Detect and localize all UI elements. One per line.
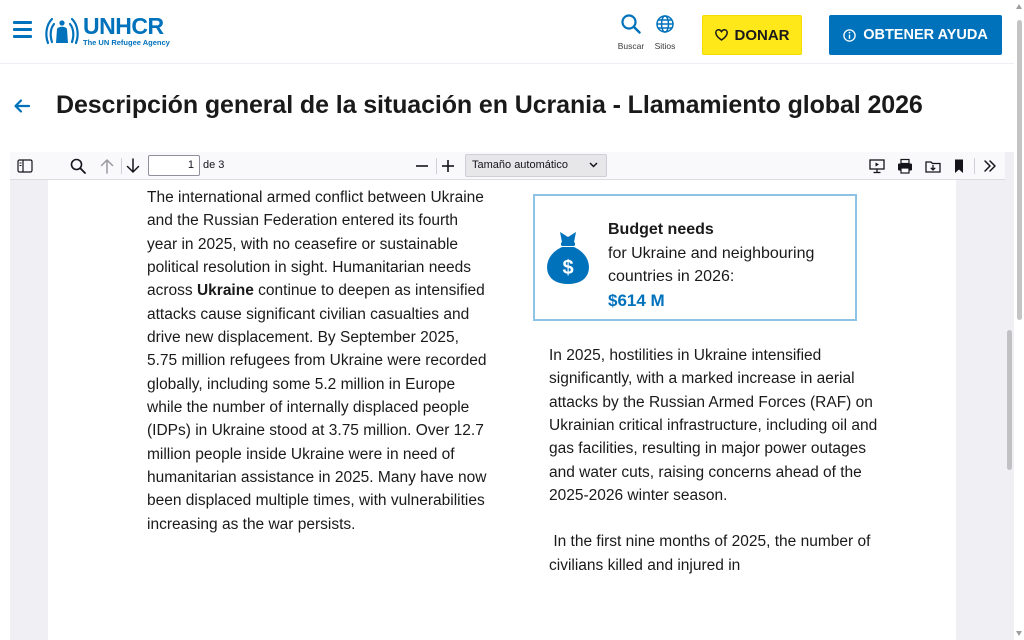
- sites-button[interactable]: [645, 14, 685, 51]
- left-text-bold: Ukraine: [196, 282, 254, 300]
- sites-label: Sitios: [654, 41, 676, 51]
- back-arrow-icon[interactable]: [13, 97, 31, 115]
- get-help-label: OBTENER AYUDA: [863, 27, 988, 43]
- search-label: Buscar: [617, 41, 645, 51]
- page-title: Descripción general de la situación en Ucrania - Llamamiento global 2026: [56, 91, 923, 119]
- right-paragraph-2: In the first nine months of 2025, the number of civilians killed and injured in: [549, 533, 875, 574]
- page-scrollbar[interactable]: [1014, 0, 1024, 640]
- site-header: [0, 0, 1024, 64]
- budget-heading: Budget needs: [608, 221, 714, 238]
- previous-page-icon[interactable]: [98, 157, 116, 175]
- right-paragraph-1: In 2025, hostilities in Ukraine intensified significantly, with a marked increase in aerial attacks by the Russian Armed Forces (RAF) on Ukrainian critical infrastructure, including oil and gas facilities, resulting in major power outages and water cuts, raising concerns ahead of the 2025-2026 winter season.: [549, 347, 878, 505]
- chevron-down-icon: [589, 162, 598, 168]
- search-icon: [621, 14, 641, 34]
- logo-subtitle: The UN Refugee Agency: [83, 38, 170, 48]
- unhcr-logo[interactable]: [44, 14, 170, 48]
- pdf-viewer: [10, 152, 1005, 640]
- save-icon[interactable]: [924, 157, 942, 175]
- pdf-page: [48, 180, 956, 640]
- tools-menu-icon[interactable]: [981, 157, 999, 175]
- scroll-up-icon[interactable]: [1016, 4, 1022, 9]
- zoom-select-value: Tamaño automático: [472, 159, 568, 171]
- zoom-out-icon[interactable]: [413, 157, 431, 175]
- left-text-part1: The international armed conflict between Ukraine and the Russian Federation entered its fourth year in 2025, with no ceasefire or sustainable political resolution in sight. Humanitarian needs across: [147, 189, 484, 300]
- next-page-icon[interactable]: [124, 157, 142, 175]
- budget-amount: $614 M: [608, 290, 665, 310]
- info-icon: [843, 29, 856, 42]
- bookmark-icon[interactable]: [950, 157, 968, 175]
- right-column-text: [549, 344, 889, 600]
- menu-icon[interactable]: [13, 21, 32, 38]
- left-column-text: [147, 186, 487, 536]
- donate-button[interactable]: [702, 15, 802, 55]
- budget-description: for Ukraine and neighbouring countries in 2026:: [608, 244, 815, 285]
- money-bag-icon: [545, 228, 591, 286]
- budget-needs-box: [533, 194, 857, 321]
- unhcr-emblem-icon: [44, 15, 80, 47]
- logo-name: UNHCR: [83, 13, 164, 40]
- viewer-scrollbar-thumb[interactable]: [1007, 330, 1012, 470]
- viewer-scrollbar[interactable]: [1005, 152, 1014, 640]
- budget-text: [608, 218, 855, 313]
- find-icon[interactable]: [69, 157, 87, 175]
- zoom-in-icon[interactable]: [439, 157, 457, 175]
- zoom-select[interactable]: [465, 154, 607, 177]
- pdf-toolbar: [10, 152, 1005, 180]
- donate-label: DONAR: [734, 26, 790, 44]
- pdf-scroll-area[interactable]: [10, 180, 1005, 640]
- scroll-down-icon[interactable]: [1016, 631, 1022, 636]
- globe-icon: [655, 14, 675, 34]
- left-text-part2: continue to deepen as intensified attacks cause significant civilian casualties and drive new displacement. By September 2025, 5.75 million refugees from Ukraine were recorded globally, including some 5.2 million in Europe while the number of internally displaced people (IDPs) in Ukraine stood at 3.75 million. Over 12.7 million people inside Ukraine were in need of humanitarian assistance in 2025. Many have now been displaced multiple times, with vulnerabilities increasing as the war persists.: [147, 282, 487, 533]
- sidebar-toggle-icon[interactable]: [16, 157, 34, 175]
- page-total: de 3: [203, 159, 225, 171]
- page-number-input[interactable]: 1: [148, 155, 200, 176]
- get-help-button[interactable]: [829, 15, 1002, 55]
- heart-icon: [715, 29, 728, 41]
- svg-text:$: $: [562, 257, 574, 279]
- print-icon[interactable]: [896, 157, 914, 175]
- page-scrollbar-thumb[interactable]: [1017, 20, 1022, 320]
- presentation-mode-icon[interactable]: [868, 157, 886, 175]
